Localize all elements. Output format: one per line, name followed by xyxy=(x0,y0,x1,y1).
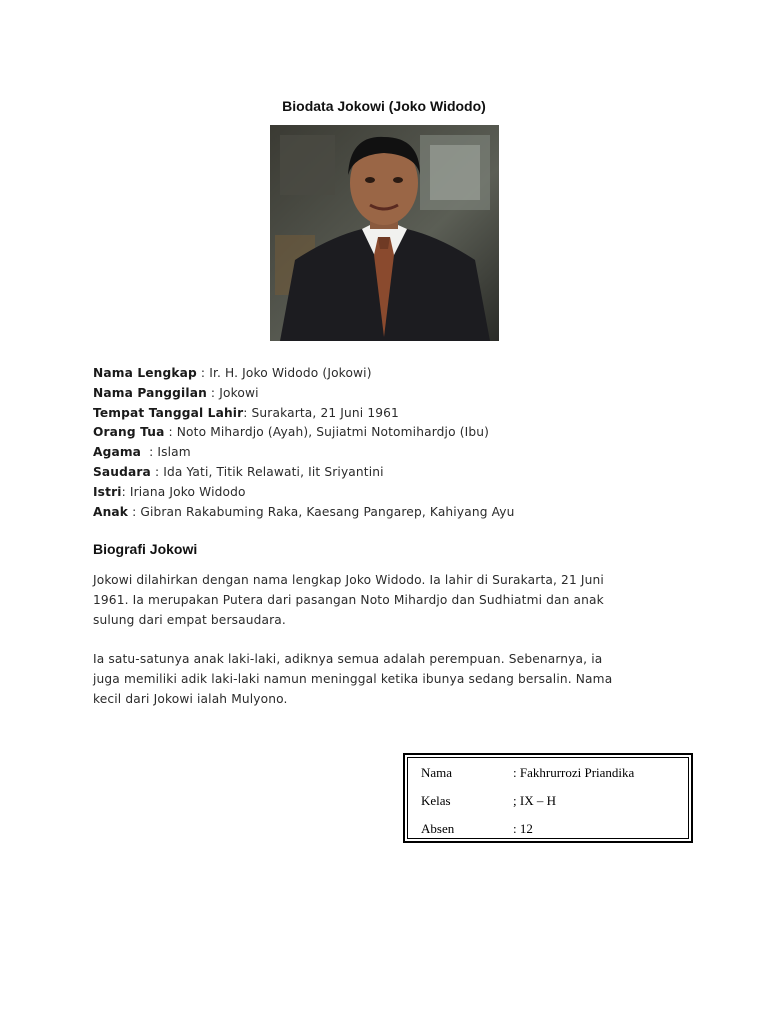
bio-row-saudara: Saudara : Ida Yati, Titik Relawati, Iit Sriyantini xyxy=(93,464,384,479)
student-info-inner-border xyxy=(407,757,689,839)
section-heading: Biografi Jokowi xyxy=(93,541,198,557)
page-title: Biodata Jokowi (Joko Widodo) xyxy=(282,98,486,114)
student-value: : 12 xyxy=(513,821,533,836)
student-key: Kelas xyxy=(421,793,451,808)
paragraph-line: juga memiliki adik laki-laki namun meninggal ketika ibunya sedang bersalin. Nama xyxy=(93,671,613,686)
biography-paragraph-2 xyxy=(93,650,693,709)
student-info-box xyxy=(403,753,693,843)
student-key: Absen xyxy=(421,821,455,836)
bio-row-anak: Anak : Gibran Rakabuming Raka, Kaesang Pangarep, Kahiyang Ayu xyxy=(93,504,515,519)
student-value: : Fakhrurrozi Priandika xyxy=(513,765,635,780)
bio-row-agama: Agama : Islam xyxy=(93,445,191,460)
paragraph-line: 1961. Ia merupakan Putera dari pasangan Noto Mihardjo dan Sudhiatmi dan anak xyxy=(93,592,604,607)
portrait-photo xyxy=(270,125,499,341)
biodata-list xyxy=(93,364,693,522)
paragraph-line: Ia satu-satunya anak laki-laki, adiknya semua adalah perempuan. Sebenarnya, ia xyxy=(93,652,603,666)
student-value: ; IX – H xyxy=(513,793,556,808)
student-key: Nama xyxy=(421,765,453,780)
bio-row-nama-panggilan: Nama Panggilan : Jokowi xyxy=(93,385,259,400)
paragraph-line: sulung dari empat bersaudara. xyxy=(93,612,286,627)
bio-row-istri: Istri: Iriana Joko Widodo xyxy=(93,484,246,499)
paragraph-line: kecil dari Jokowi ialah Mulyono. xyxy=(93,691,288,706)
bio-row-orang-tua: Orang Tua : Noto Mihardjo (Ayah), Sujiatmi Notomihardjo (Ibu) xyxy=(93,425,490,440)
biography-paragraph-1 xyxy=(93,571,693,630)
bio-row-ttl: Tempat Tanggal Lahir: Surakarta, 21 Juni 1961 xyxy=(93,405,399,420)
paragraph-line: Jokowi dilahirkan dengan nama lengkap Joko Widodo. Ia lahir di Surakarta, 21 Juni xyxy=(93,573,604,587)
bio-row-nama-lengkap: Nama Lengkap : Ir. H. Joko Widodo (Jokowi) xyxy=(93,366,372,380)
